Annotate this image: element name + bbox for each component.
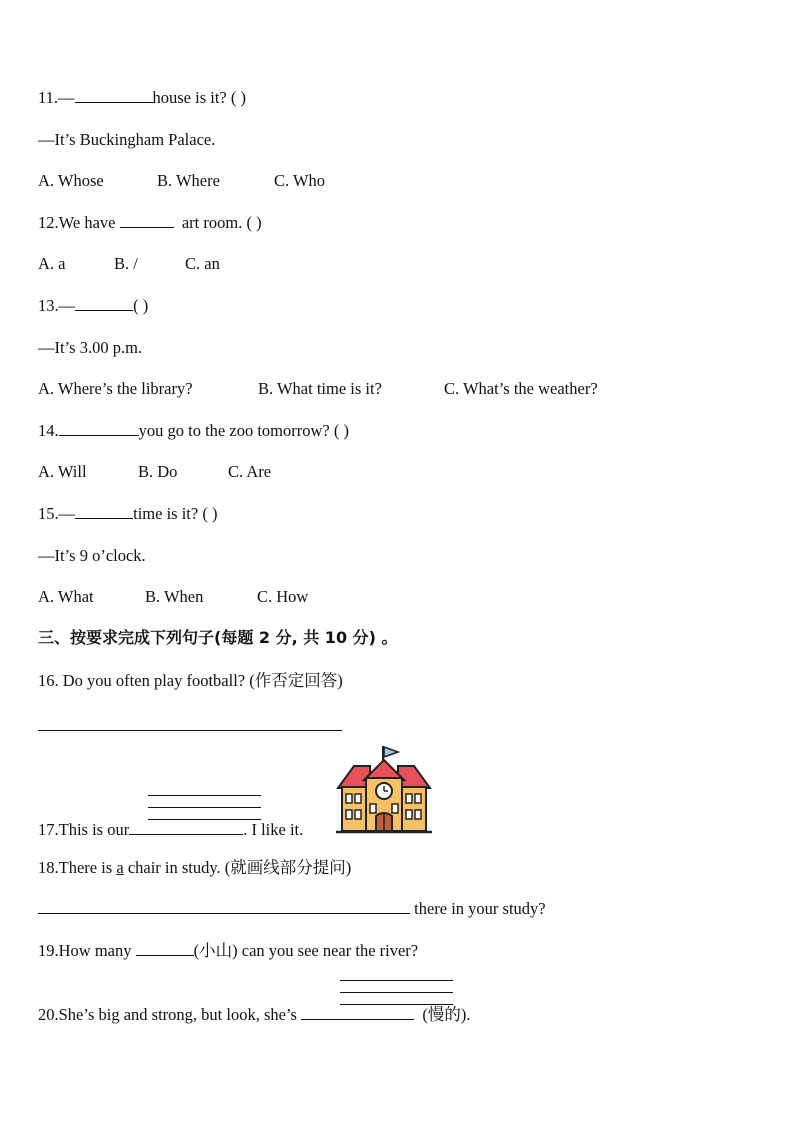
q11-number: 11.— (38, 88, 75, 107)
q15-stem: time is it? (133, 504, 199, 523)
q13-answer-paren[interactable]: ( ) (133, 296, 149, 315)
q13-response: —It’s 3.00 p.m. (38, 338, 143, 357)
q18-answer-suffix: there in your study? (414, 899, 546, 918)
q13-number: 13.— (38, 296, 76, 315)
q12-option-b[interactable]: B. / (114, 254, 138, 273)
q11-blank[interactable] (75, 88, 153, 103)
q20-writing-line-1[interactable] (340, 980, 453, 981)
q19-suffix: can you see near the river? (241, 941, 419, 960)
q18-answer-line (38, 899, 546, 919)
q14-option-b[interactable]: B. Do (138, 462, 178, 481)
q14-option-c[interactable]: C. Are (228, 462, 272, 481)
q12-blank[interactable] (120, 213, 174, 228)
q12-option-a[interactable]: A. a (38, 254, 66, 273)
q11-response: —It’s Buckingham Palace. (38, 130, 216, 149)
q20-hint: (慢的). (422, 1005, 471, 1024)
q11-option-b[interactable]: B. Where (157, 171, 220, 190)
q11-question (38, 88, 246, 108)
q14-answer-paren[interactable]: ( ) (333, 421, 349, 440)
q13-question (38, 296, 148, 316)
q13-options (38, 379, 598, 399)
q14-options (38, 462, 271, 482)
q20-writing-line-4[interactable] (301, 1005, 414, 1020)
q11-option-a[interactable]: A. Whose (38, 171, 104, 190)
q14-blank[interactable] (59, 421, 139, 436)
q19-prefix: 19.How many (38, 941, 132, 960)
q15-option-c[interactable]: C. How (257, 587, 309, 606)
q19-hint: (小山) (193, 941, 238, 960)
q17-writing-line-2[interactable] (148, 807, 261, 808)
q12-question (38, 213, 262, 233)
q18-question (38, 858, 351, 878)
q15-option-b[interactable]: B. When (145, 587, 204, 606)
q11-option-c[interactable]: C. Who (274, 171, 326, 190)
q14-question (38, 421, 349, 441)
q17-prefix: 17.This is our (38, 820, 130, 839)
q15-option-a[interactable]: A. What (38, 587, 94, 606)
q13-option-a[interactable]: A. Where’s the library? (38, 379, 193, 398)
q11-options (38, 171, 325, 191)
q12-stem: art room. (181, 213, 243, 232)
q18-suffix: chair in study. (就画线部分提问) (127, 858, 352, 877)
q11-stem: house is it? (152, 88, 227, 107)
q11-answer-paren[interactable]: ( ) (230, 88, 247, 107)
q14-number: 14. (38, 421, 59, 440)
q20-question (38, 1005, 470, 1025)
q19-question (38, 941, 418, 961)
q15-options (38, 587, 308, 607)
q16-answer-line[interactable] (38, 730, 342, 731)
q13-option-c[interactable]: C. What’s the weather? (444, 379, 598, 398)
q18-prefix: 18.There is (38, 858, 113, 877)
q13-blank[interactable] (75, 296, 133, 311)
q15-response: —It’s 9 o’clock. (38, 546, 146, 565)
q15-number: 15.— (38, 504, 76, 523)
q12-answer-paren[interactable]: ( ) (246, 213, 262, 232)
q20-prefix: 20.She’s big and strong, but look, she’s (38, 1005, 297, 1024)
q13-option-b[interactable]: B. What time is it? (258, 379, 382, 398)
q17-writing-line-4[interactable] (129, 820, 243, 835)
q16-question: 16. Do you often play football? (作否定回答) (38, 671, 343, 690)
q18-answer-blank[interactable] (38, 899, 410, 914)
q17-writing-line-1[interactable] (148, 795, 261, 796)
q14-stem: you go to the zoo tomorrow? (138, 421, 330, 440)
q12-number: 12.We have (38, 213, 116, 232)
section-3-heading: 三、按要求完成下列句子(每题 2 分, 共 10 分) 。 (38, 628, 398, 647)
q17-question (38, 820, 303, 840)
q17-suffix: . I like it. (243, 820, 304, 839)
q18-underlined-word: a (116, 858, 124, 877)
q19-blank[interactable] (136, 941, 194, 956)
q15-question (38, 504, 217, 524)
q12-options (38, 254, 220, 274)
q15-answer-paren[interactable]: ( ) (202, 504, 218, 523)
q15-blank[interactable] (75, 504, 133, 519)
school-building-icon (336, 744, 432, 836)
q12-option-c[interactable]: C. an (185, 254, 220, 273)
q20-writing-line-2[interactable] (340, 992, 453, 993)
q14-option-a[interactable]: A. Will (38, 462, 87, 481)
